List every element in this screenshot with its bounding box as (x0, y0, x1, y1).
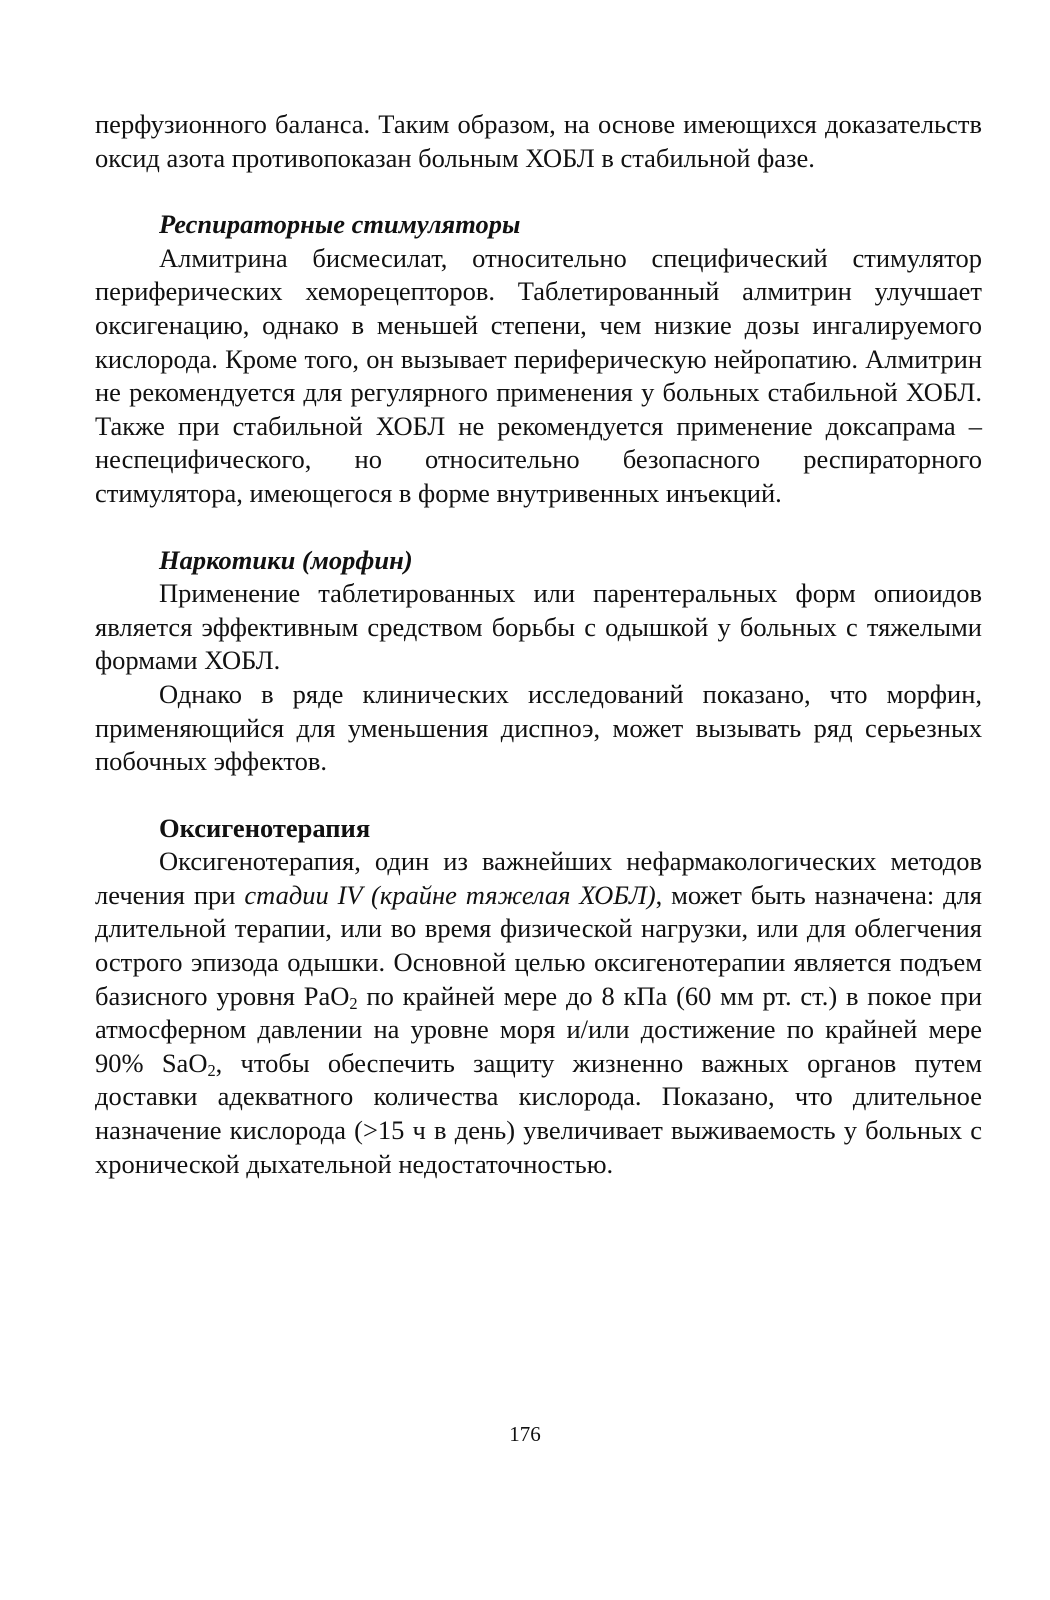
paragraph-respiratory-stimulators: Алмитрина бисмесилат, относительно специфический стимулятор периферических хеморецепторов. Таблетированный алмитрин улучшает оксигенацию, однако в меньшей степени, чем низкие дозы ингалируемого кислорода. Кроме того, он вызывает периферическую нейропатию. Алмитрин не рекомендуется для регулярного применения у больных стабильной ХОБЛ. Также при стабильной ХОБЛ не рекомендуется применение доксапрама – неспецифического, но относительно безопасного респираторного стимулятора, имеющегося в форме внутривенных инъекций. (95, 242, 982, 508)
paragraph-narcotics-2: Однако в ряде клинических исследований показано, что морфин, применяющийся для уменьшения диспноэ, может вызывать ряд серьезных побочных эффектов. (95, 678, 982, 777)
oxygen-text-part-2: , может быть назначена: для длительной терапии, или во время физической нагрузки, или для облегчения острого эпизода одышки. Основной целью оксигенотерапии является подъем базисного уровня PaO (95, 879, 982, 1011)
oxygen-stage-italic: стадии IV (крайне тяжелая ХОБЛ) (244, 879, 656, 910)
oxygen-text-part-1: Оксигенотерапия, один из важнейших нефармакологических методов лечения при (95, 846, 982, 910)
oxygen-text-part-4: , чтобы обеспечить защиту жизненно важных органов путем доставки адекватного количества кислорода. Показано, что длительное назначение кислорода (>15 ч в день) увеличивает выживаемость у больных с хронической дыхательной недостаточностью. (95, 1047, 982, 1179)
heading-oxygen-therapy: Оксигенотерапия (159, 812, 371, 843)
paragraph-oxygen-therapy (95, 845, 982, 1181)
oxygen-text-part-3: по крайней мере до 8 кПа (60 мм рт. ст.) в покое при атмосферном давлении на уровне моря и/или достижение по крайней мере 90% SaO (95, 980, 983, 1078)
book-page (95, 108, 982, 1181)
heading-narcotics: Наркотики (морфин) (159, 544, 413, 575)
intro-paragraph: перфузионного баланса. Таким образом, на основе имеющихся доказательств оксид азота противопоказан больным ХОБЛ в стабильной фазе. (95, 109, 982, 173)
pao2-subscript: 2 (349, 993, 358, 1013)
page-number: 176 (509, 1422, 541, 1446)
paragraph-narcotics-1: Применение таблетированных или парентеральных форм опиоидов является эффективным средством борьбы с одышкой у больных с тяжелыми формами ХОБЛ. (95, 578, 982, 676)
heading-respiratory-stimulators: Респираторные стимуляторы (159, 209, 521, 240)
sao2-subscript: 2 (207, 1060, 216, 1080)
